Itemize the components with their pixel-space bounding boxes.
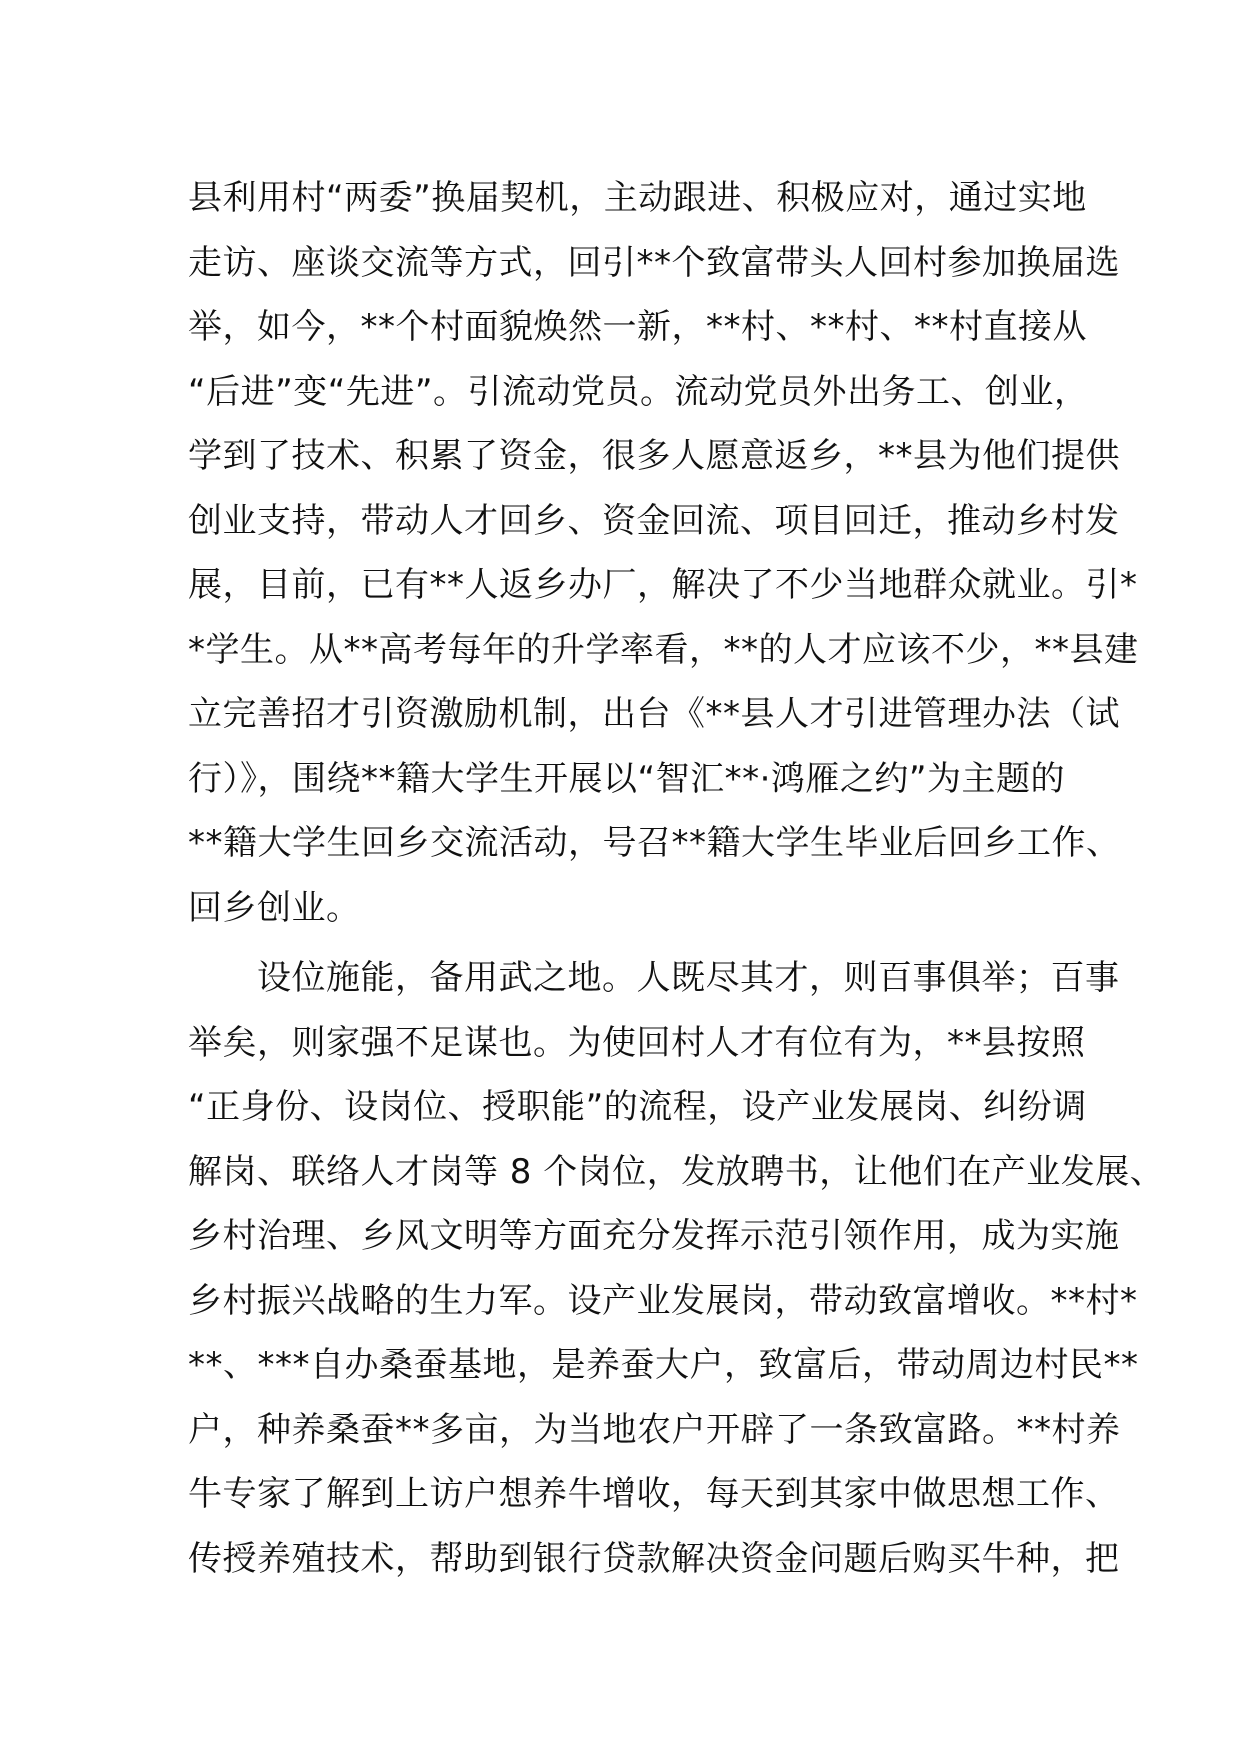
- text-line: 县利用村“两委”换届契机，主动跟进、积极应对，通过实地: [188, 178, 1087, 218]
- text-line: 创业支持，带动人才回乡、资金回流、项目回迁，推动乡村发: [188, 500, 1120, 541]
- text-line: 展，目前，已有**人返乡办厂，解决了不少当地群众就业。引*: [188, 565, 1138, 605]
- text-line: **、***自办桑蚕基地，是养蚕大户，致富后，带动周边村民**: [188, 1345, 1139, 1385]
- text-line: 乡村振兴战略的生力军。设产业发展岗，带动致富增收。**村*: [188, 1280, 1138, 1321]
- text-line: 学到了技术、积累了资金，很多人愿意返乡，**县为他们提供: [188, 436, 1120, 476]
- text-line: 回乡创业。: [188, 887, 361, 928]
- text-line: “后进”变“先进”。引流动党员。流动党员外出务工、创业，: [188, 371, 1089, 412]
- text-line: 举，如今，**个村面貌焕然一新，**村、**村、**村直接从: [188, 307, 1087, 347]
- text-line: *学生。从**高考每年的升学率看，**的人才应该不少，**县建: [188, 629, 1139, 670]
- paragraph-start-line: 设位施能，备用武之地。人既尽其才，则百事俱举；百事: [188, 958, 1120, 998]
- text-line: 乡村治理、乡风文明等方面充分发挥示范引领作用，成为实施: [188, 1216, 1120, 1256]
- body-text: [188, 166, 1165, 1591]
- text-line: 举矣，则家强不足谋也。为使回村人才有位有为，**县按照: [188, 1022, 1086, 1063]
- text-line: “正身份、设岗位、授职能”的流程，设产业发展岗、纠纷调: [188, 1087, 1087, 1127]
- text-line: 走访、座谈交流等方式，回引**个致富带头人回村参加换届选: [188, 242, 1120, 283]
- text-line: 立完善招才引资激励机制，出台《**县人才引进管理办法（试: [188, 694, 1120, 734]
- text-line: 传授养殖技术，帮助到银行贷款解决资金问题后购买牛种，把: [188, 1538, 1120, 1579]
- text-line: 户，种养桑蚕**多亩，为当地农户开辟了一条致富路。**村养: [188, 1409, 1121, 1450]
- text-line: 牛专家了解到上访户想养牛增收，每天到其家中做思想工作、: [188, 1474, 1120, 1514]
- text-line: 行）》，围绕**籍大学生开展以“智汇**·鸿雁之约”为主题的: [188, 758, 1066, 799]
- text-line: 解岗、联络人才岗等 8 个岗位，发放聘书，让他们在产业发展、: [188, 1151, 1165, 1192]
- text-line: **籍大学生回乡交流活动，号召**籍大学生毕业后回乡工作、: [188, 823, 1121, 863]
